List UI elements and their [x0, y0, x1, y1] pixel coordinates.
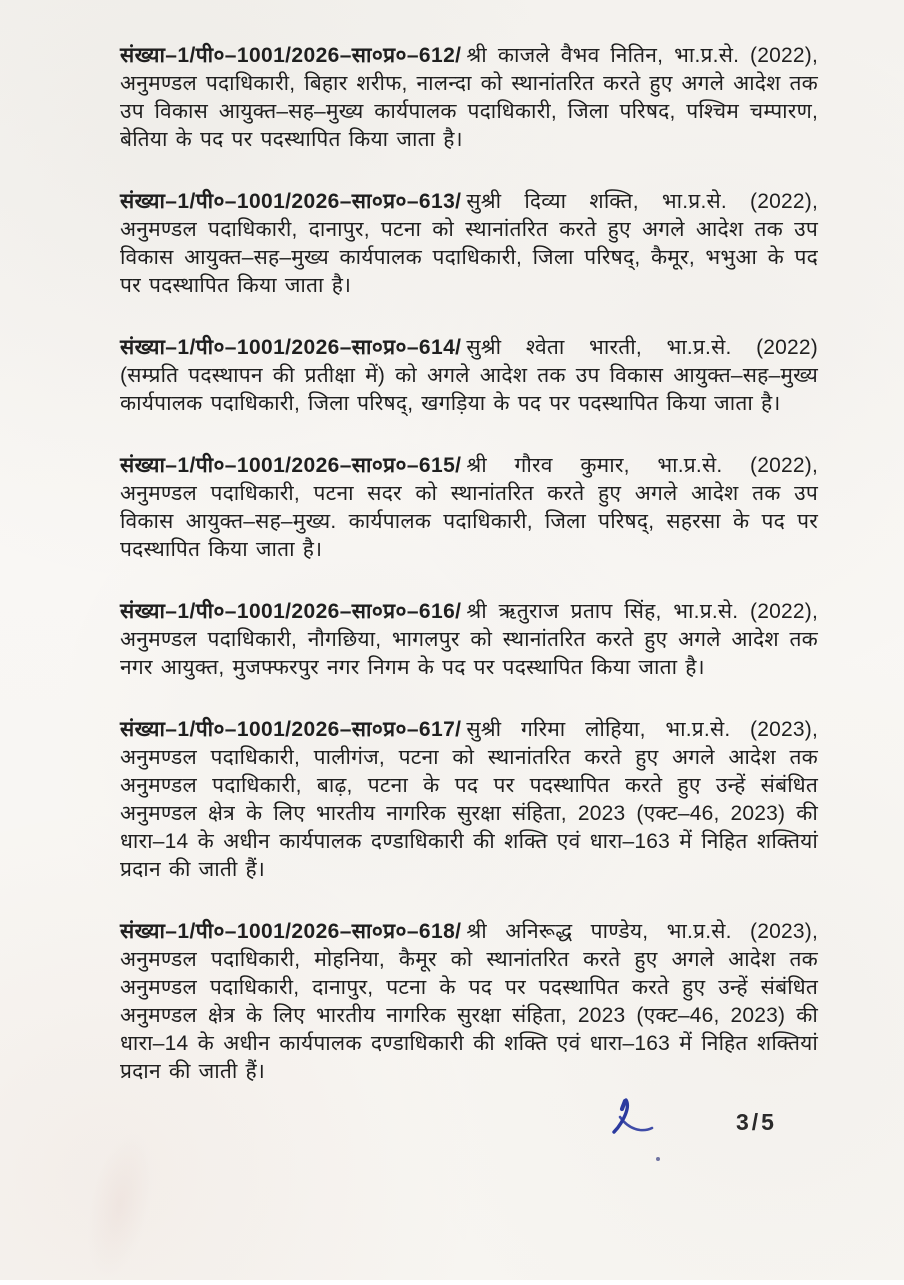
order-body-612: श्री काजले वैभव नितिन, भा.प्र.से. (2022), अनुमण्डल पदाधिकारी, बिहार शरीफ, नालन्दा को स्थानांतरित करते हुए अगले आदेश तक उप विकास आयुक्त–सह–मुख्य कार्यपालक पदाधिकारी, जिला परिषद, पश्चिम चम्पारण, बेतिया के पद पर पदस्थापित किया जाता है।	[120, 44, 818, 151]
order-body-617: सुश्री गरिमा लोहिया, भा.प्र.से. (2023), अनुमण्डल पदाधिकारी, पालीगंज, पटना को स्थानांतरित करते हुए अगले आदेश तक अनुमण्डल पदाधिकारी, बाढ़, पटना के पद पर पदस्थापित करते हुए उन्हें संबंधित अनुमण्डल क्षेत्र के लिए भारतीय नागरिक सुरक्षा संहिता, 2023 (एक्ट–46, 2023) की धारा–14 के अधीन कार्यपालक दण्डाधिकारी की शक्ति एवं धारा–163 में निहित शक्तियां प्रदान की जाती हैं।	[120, 718, 818, 881]
order-body-616: श्री ऋतुराज प्रताप सिंह, भा.प्र.से. (2022), अनुमण्डल पदाधिकारी, नौगछिया, भागलपुर को स्थानांतरित करते हुए अगले आदेश तक नगर आयुक्त, मुजफ्फरपुर नगर निगम के पद पर पदस्थापित किया जाता है।	[120, 600, 818, 679]
order-ref-615: संख्या–1/पी०–1001/2026–सा०प्र०–615/	[120, 454, 462, 477]
order-ref-614: संख्या–1/पी०–1001/2026–सा०प्र०–614/	[120, 336, 462, 359]
ink-dot	[656, 1157, 660, 1161]
order-body-614: सुश्री श्वेता भारती, भा.प्र.से. (2022) (सम्प्रति पदस्थापन की प्रतीक्षा में) को अगले आदेश तक उप विकास आयुक्त–सह–मुख्य कार्यपालक पदाधिकारी, जिला परिषद्, खगड़िया के पद पर पदस्थापित किया जाता है।	[120, 336, 818, 415]
order-ref-612: संख्या–1/पी०–1001/2026–सा०प्र०–612/	[120, 44, 462, 67]
order-body-613: सुश्री दिव्या शक्ति, भा.प्र.से. (2022), अनुमण्डल पदाधिकारी, दानापुर, पटना को स्थानांतरित करते हुए अगले आदेश तक उप विकास आयुक्त–सह–मुख्य कार्यपालक पदाधिकारी, जिला परिषद्, कैमूर, भभुआ के पद पर पदस्थापित किया जाता है।	[120, 190, 818, 297]
handwritten-pen-mark-icon	[612, 1097, 664, 1143]
order-paragraph-613	[120, 188, 818, 300]
page-footer	[0, 1093, 904, 1153]
order-paragraph-list	[120, 42, 818, 1120]
order-ref-617: संख्या–1/पी०–1001/2026–सा०प्र०–617/	[120, 718, 462, 741]
order-paragraph-617	[120, 716, 818, 884]
order-paragraph-615	[120, 452, 818, 564]
order-body-618: श्री अनिरूद्ध पाण्डेय, भा.प्र.से. (2023), अनुमण्डल पदाधिकारी, मोहनिया, कैमूर को स्थानांतरित करते हुए अगले आदेश तक अनुमण्डल पदाधिकारी, दानापुर, पटना के पद पर पदस्थापित करते हुए उन्हें संबंधित अनुमण्डल क्षेत्र के लिए भारतीय नागरिक सुरक्षा संहिता, 2023 (एक्ट–46, 2023) की धारा–14 के अधीन कार्यपालक दण्डाधिकारी की शक्ति एवं धारा–163 में निहित शक्तियां प्रदान की जाती हैं।	[120, 920, 818, 1083]
order-paragraph-614	[120, 334, 818, 418]
order-ref-613: संख्या–1/पी०–1001/2026–सा०प्र०–613/	[120, 190, 462, 213]
page-number: 3/5	[736, 1109, 777, 1135]
order-paragraph-618	[120, 918, 818, 1086]
order-ref-618: संख्या–1/पी०–1001/2026–सा०प्र०–618/	[120, 920, 462, 943]
order-paragraph-616	[120, 598, 818, 682]
order-ref-616: संख्या–1/पी०–1001/2026–सा०प्र०–616/	[120, 600, 462, 623]
order-paragraph-612	[120, 42, 818, 154]
order-body-615: श्री गौरव कुमार, भा.प्र.से. (2022), अनुमण्डल पदाधिकारी, पटना सदर को स्थानांतरित करते हुए अगले आदेश तक उप विकास आयुक्त–सह–मुख्य. कार्यपालक पदाधिकारी, जिला परिषद्, सहरसा के पद पर पदस्थापित किया जाता है।	[120, 454, 818, 561]
